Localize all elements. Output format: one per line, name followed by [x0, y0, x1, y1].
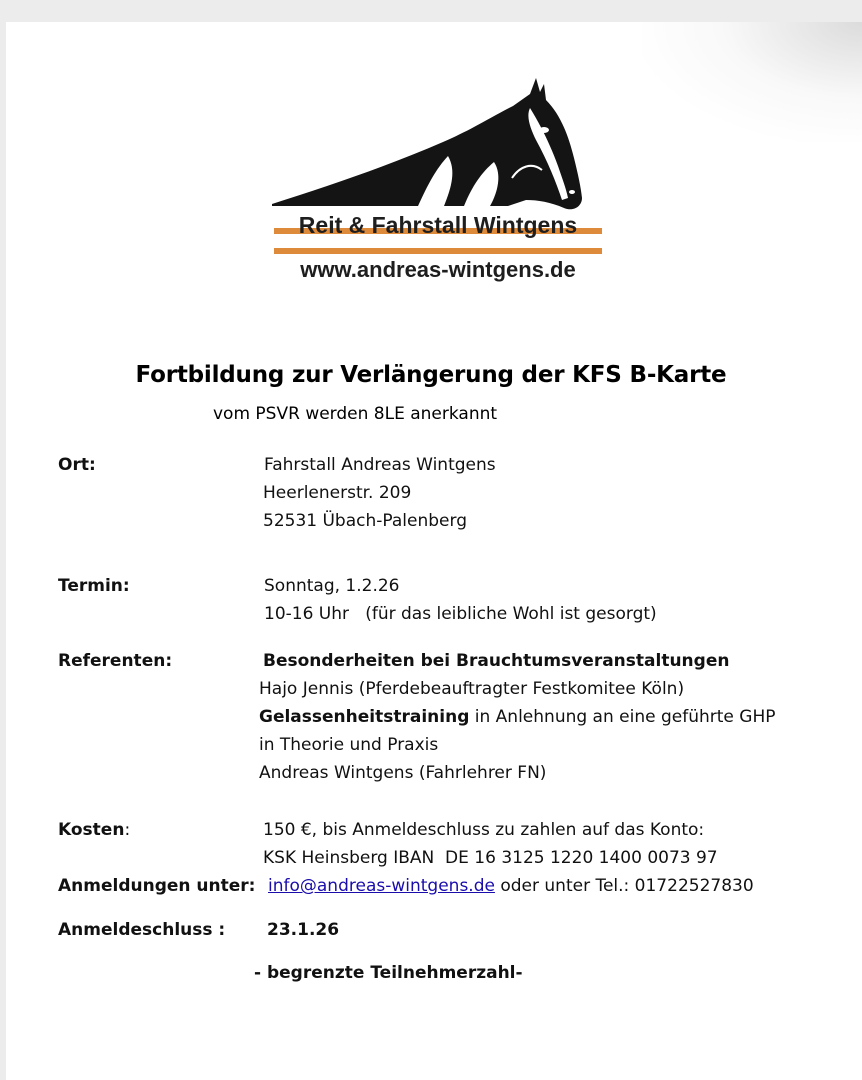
page-title: Fortbildung zur Verlängerung der KFS B-Karte — [135, 362, 727, 388]
logo-url: www.andreas-wintgens.de — [300, 257, 576, 282]
referenten-label: Referenten: — [58, 651, 173, 671]
anmeldung-phone: oder unter Tel.: 01722527830 — [494, 876, 754, 896]
anmeldeschluss-date: 23.1.26 — [267, 920, 340, 940]
participant-limit-note: - begrenzte Teilnehmerzahl- — [254, 963, 523, 983]
referent-speaker-2: Andreas Wintgens (Fahrlehrer FN) — [259, 763, 547, 783]
ort-line-3: 52531 Übach-Palenberg — [263, 511, 467, 531]
referent-topic-2-line-2: in Theorie und Praxis — [259, 735, 439, 755]
kosten-label — [58, 820, 130, 840]
logo-name: Reit & Fahrstall Wintgens — [298, 212, 578, 238]
email-link[interactable]: info@andreas-wintgens.de — [268, 876, 495, 896]
logo — [268, 74, 613, 339]
termin-time: 10-16 Uhr (für das leibliche Wohl ist gesorgt) — [264, 604, 657, 624]
referent-topic-2 — [259, 707, 775, 727]
kosten-line-2: KSK Heinsberg IBAN DE 16 3125 1220 1400 0073 97 — [263, 848, 718, 868]
termin-label: Termin: — [58, 576, 130, 596]
logo-stripe-bottom — [274, 248, 602, 254]
referent-topic-2-bold: Gelassenheitstraining — [259, 707, 470, 727]
anmeldeschluss-label: Anmeldeschluss : — [58, 920, 226, 940]
flyer-page — [6, 22, 862, 1080]
ort-line-1: Fahrstall Andreas Wintgens — [264, 455, 496, 475]
horse-head-icon — [268, 74, 613, 224]
termin-date: Sonntag, 1.2.26 — [264, 576, 400, 596]
page-shadow — [642, 22, 862, 142]
ort-line-2: Heerlenerstr. 209 — [263, 483, 412, 503]
anmeldung-label: Anmeldungen unter: — [58, 876, 256, 896]
subtitle: vom PSVR werden 8LE anerkannt — [213, 404, 498, 424]
kosten-label-text: Kosten — [58, 820, 125, 840]
referent-speaker-1: Hajo Jennis (Pferdebeauftragter Festkomitee Köln) — [259, 679, 685, 699]
kosten-line-1: 150 €, bis Anmeldeschluss zu zahlen auf das Konto: — [263, 820, 705, 840]
ort-label: Ort: — [58, 455, 96, 475]
referent-topic-2-rest: in Anlehnung an eine geführte GHP — [469, 707, 776, 727]
anmeldung-contact — [268, 876, 754, 896]
referent-topic-1: Besonderheiten bei Brauchtumsveranstaltungen — [263, 651, 730, 671]
kosten-label-colon: : — [124, 820, 131, 840]
